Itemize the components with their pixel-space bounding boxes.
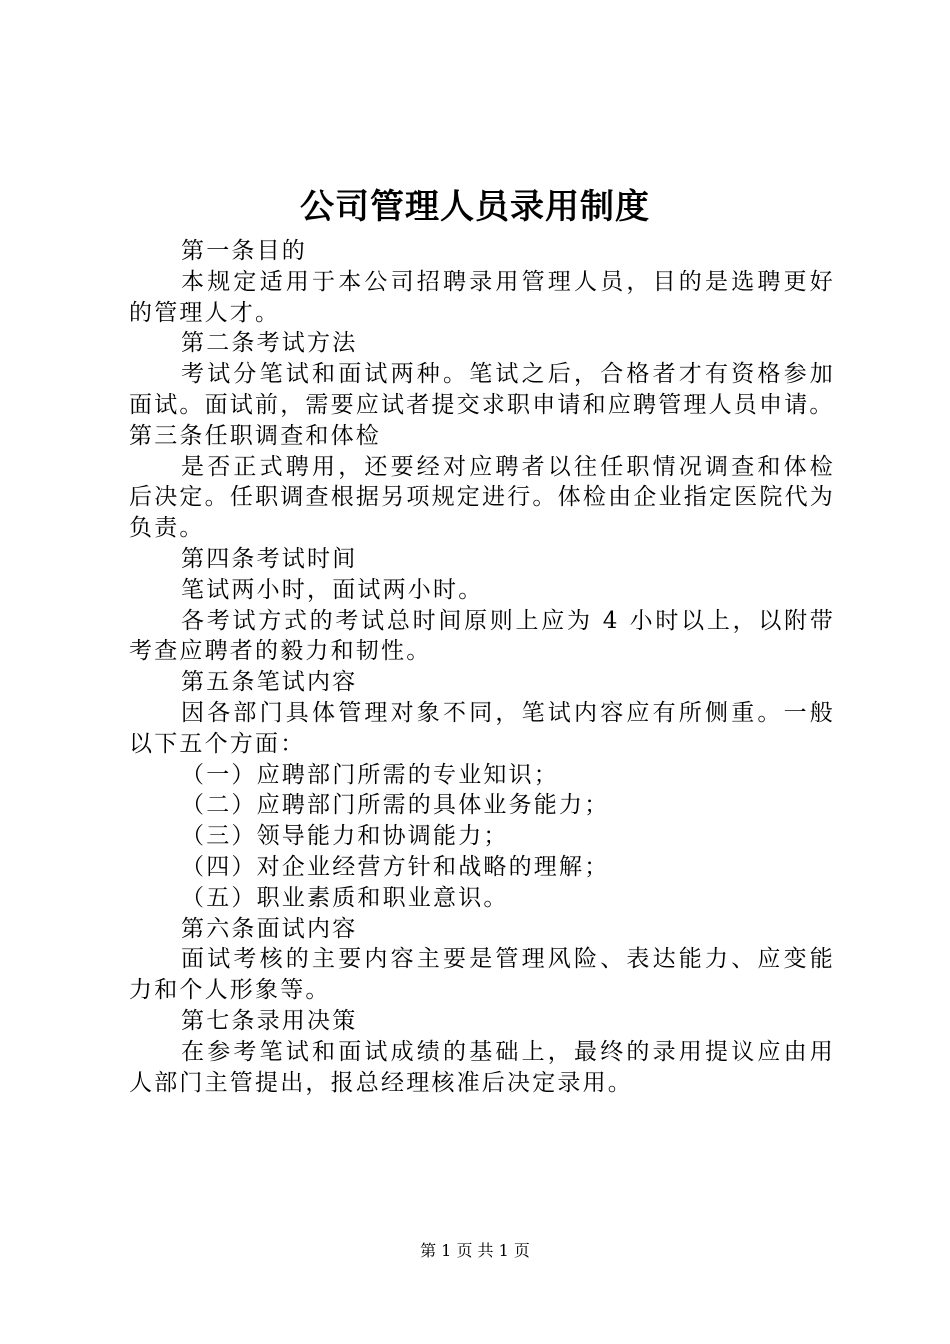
- page-footer: 第 1 页 共 1 页: [420, 1241, 530, 1260]
- paragraph: 第六条面试内容: [181, 915, 358, 942]
- document-title: 公司管理人员录用制度: [300, 187, 650, 227]
- paragraph: 第一条目的: [181, 238, 307, 264]
- paragraph: 是否正式聘用，还要经对应聘者以往任职情况调查和体检后决定。任职调查根据另项规定进行。体检由企业指定医院代为负责。: [129, 453, 835, 542]
- paragraph: 在参考笔试和面试成绩的基础上，最终的录用提议应由用人部门主管提出，报总经理核准后决定录用。: [129, 1038, 835, 1096]
- list-item: （二）应聘部门所需的具体业务能力；: [181, 792, 610, 819]
- list-item: （三）领导能力和协调能力；: [181, 823, 509, 850]
- paragraph: 面试考核的主要内容主要是管理风险、表达能力、应变能力和个人形象等。: [129, 946, 835, 1004]
- paragraph: 第七条录用决策: [181, 1007, 358, 1034]
- paragraph: 各考试方式的考试总时间原则上应为 4 小时以上，以附带考查应聘者的毅力和韧性。: [129, 607, 835, 665]
- paragraph: 第二条考试方法: [181, 330, 358, 357]
- paragraph: 考试分笔试和面试两种。笔试之后，合格者才有资格参加面试。面试前，需要应试者提交求职申请和应聘管理人员申请。: [129, 361, 835, 418]
- list-item: （一）应聘部门所需的专业知识；: [181, 761, 559, 788]
- list-item: （四）对企业经营方针和战略的理解；: [181, 853, 610, 880]
- paragraph: 笔试两小时，面试两小时。: [181, 576, 484, 603]
- document-body: [129, 236, 835, 1098]
- paragraph: 第四条考试时间: [181, 545, 358, 572]
- paragraph: 本规定适用于本公司招聘录用管理人员，目的是选聘更好的管理人才。: [129, 268, 835, 326]
- paragraph: 第五条笔试内容: [181, 669, 358, 696]
- paragraph: 因各部门具体管理对象不同，笔试内容应有所侧重。一般以下五个方面：: [129, 699, 835, 757]
- paragraph: 第三条任职调查和体检: [129, 422, 381, 449]
- list-item: （五）职业素质和职业意识。: [181, 884, 509, 911]
